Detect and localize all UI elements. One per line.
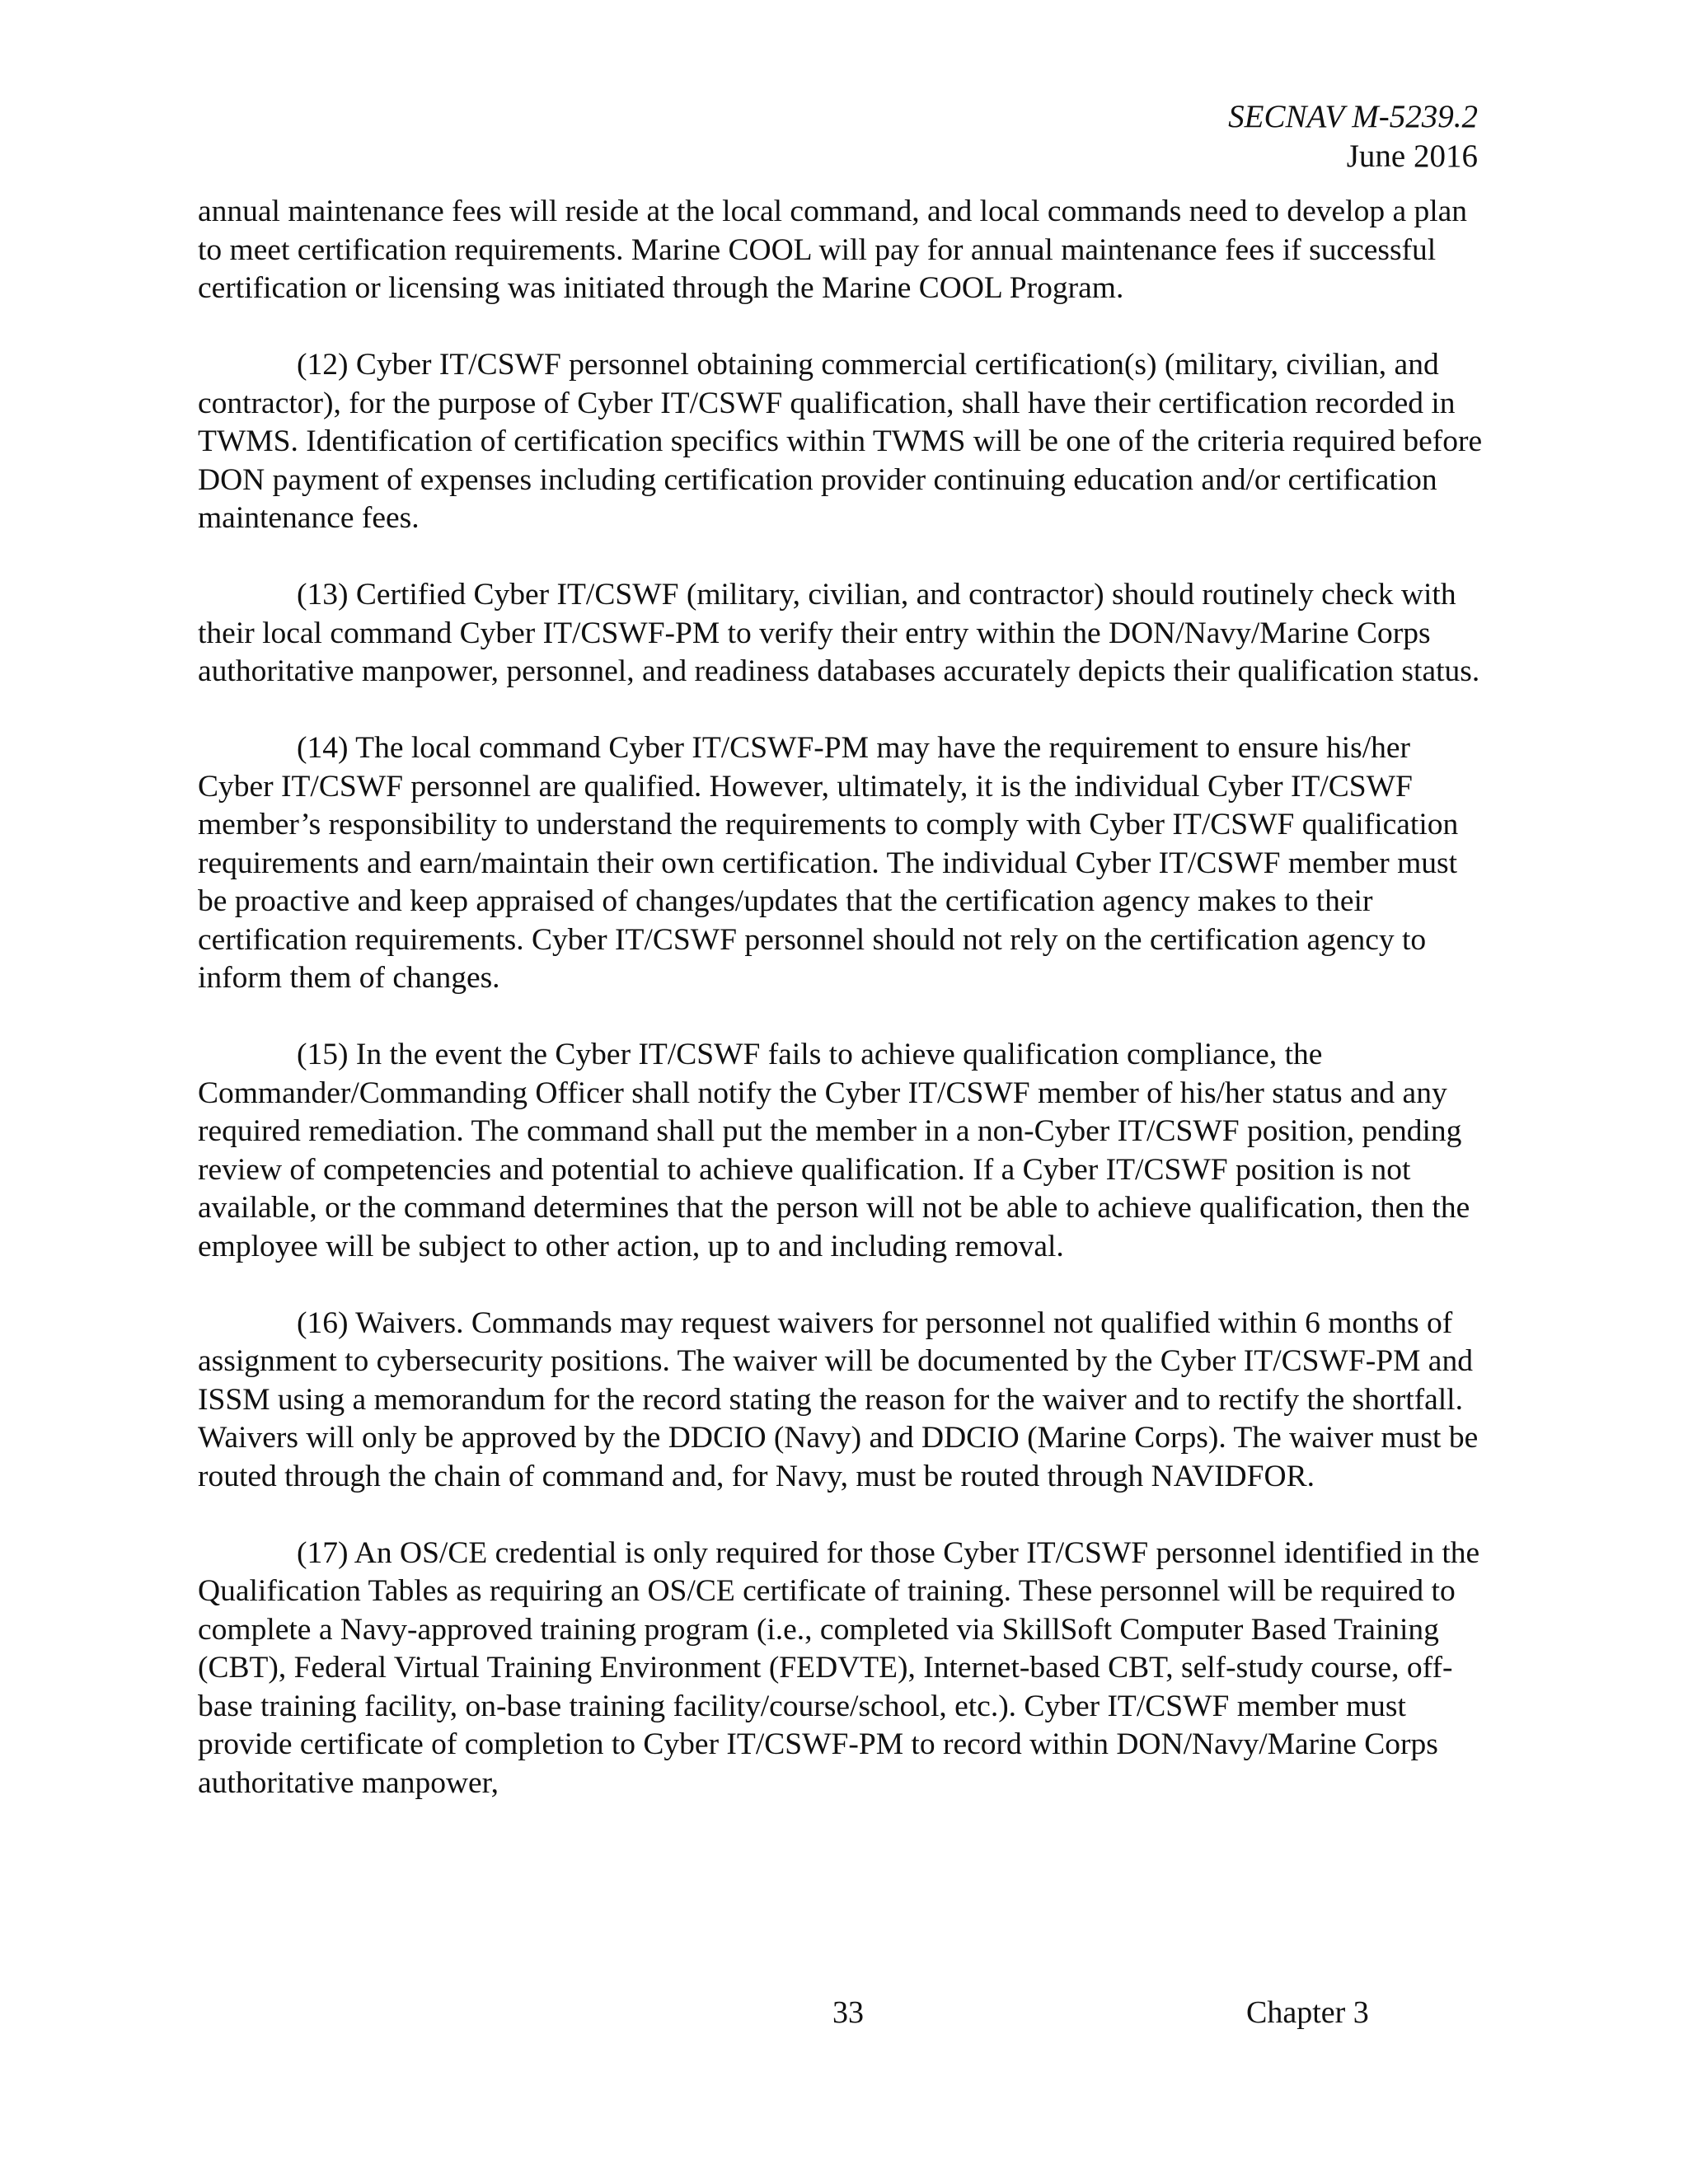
- paragraph-14: (14) The local command Cyber IT/CSWF-PM may have the requirement to ensure his/her Cyber IT/CSWF personnel are qualified. However, ultimately, it is the individual Cyber IT/CSWF member’s responsibility to understand the requirements to comply with Cyber IT/CSWF qualification requirements and earn/maintain their own certification. The individual Cyber IT/CSWF member must be proactive and keep appraised of changes/updates that the certification agency makes to their certification requirements. Cyber IT/CSWF personnel should not rely on the certification agency to inform them of changes.: [198, 731, 1459, 995]
- paragraph-12: (12) Cyber IT/CSWF personnel obtaining commercial certification(s) (military, civilian, and contractor), for the purpose of Cyber IT/CSWF qualification, shall have their certification recorded in TWMS. Identification of certification specifics within TWMS will be one of the criteria required before DON payment of expenses including certification provider continuing education and/or certification maintenance fees.: [198, 348, 1483, 535]
- document-id: SECNAV M-5239.2: [1228, 99, 1478, 134]
- page-header: [1228, 97, 1478, 176]
- page-number: 33: [832, 1995, 864, 2030]
- paragraph-16: (16) Waivers. Commands may request waivers for personnel not qualified within 6 months of assignment to cybersecurity positions. The waiver will be documented by the Cyber IT/CSWF-PM and ISSM using a memorandum for the record stating the reason for the waiver and to rectify the shortfall. Waivers will only be approved by the DDCIO (Navy) and DDCIO (Marine Corps). The waiver must be routed through the chain of command and, for Navy, must be routed through NAVIDFOR.: [198, 1305, 1479, 1493]
- document-body: [198, 193, 1484, 1841]
- paragraph-17: (17) An OS/CE credential is only required for those Cyber IT/CSWF personnel identified in the Qualification Tables as requiring an OS/CE certificate of training. These personnel will be required to complete a Navy-approved training program (i.e., completed via SkillSoft Computer Based Training (CBT), Federal Virtual Training Environment (FEDVTE), Internet-based CBT, self-study course, off-base training facility, on-base training facility/course/school, etc.). Cyber IT/CSWF member must provide certificate of completion to Cyber IT/CSWF-PM to record within DON/Navy/Marine Corps authoritative manpower,: [198, 1535, 1480, 1800]
- paragraph-13: (13) Certified Cyber IT/CSWF (military, civilian, and contractor) should routinely check with their local command Cyber IT/CSWF-PM to verify their entry within the DON/Navy/Marine Corps authoritative manpower, personnel, and readiness databases accurately depicts their qualification status.: [198, 578, 1480, 688]
- chapter-label: Chapter 3: [1246, 1995, 1369, 2030]
- paragraph-continuation: annual maintenance fees will reside at the local command, and local commands need to develop a plan to meet certification requirements. Marine COOL will pay for annual maintenance fees if successful certification or licensing was initiated through the Marine COOL Program.: [198, 194, 1468, 305]
- paragraph-15: (15) In the event the Cyber IT/CSWF fails to achieve qualification compliance, the Commander/Commanding Officer shall notify the Cyber IT/CSWF member of his/her status and any required remediation. The command shall put the member in a non-Cyber IT/CSWF position, pending review of competencies and potential to achieve qualification. If a Cyber IT/CSWF position is not available, or the command determines that the person will not be able to achieve qualification, then the employee will be subject to other action, up to and including removal.: [198, 1038, 1470, 1263]
- document-date: June 2016: [1346, 138, 1478, 174]
